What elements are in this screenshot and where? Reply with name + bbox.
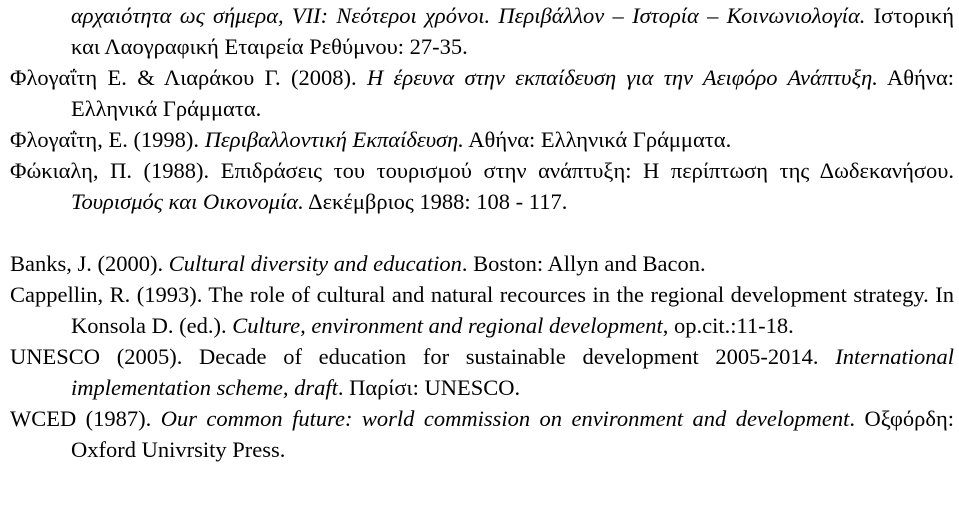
reference-italic-part: αρχαιότητα ως σήμερα, VII: Νεότεροι χρόνοι. Περιβάλλον – Ιστορία – Κοινωνιολογία.: [71, 3, 866, 28]
reference-italic-part: Culture, environment and regional development: [232, 313, 663, 338]
reference-entry: [10, 341, 954, 403]
reference-plain-part: . Boston: Allyn and Bacon.: [461, 251, 706, 276]
reference-entry: [10, 155, 954, 217]
reference-entry: [10, 279, 954, 341]
reference-plain-part: Φλογαΐτη Ε. & Λιαράκου Γ. (2008).: [10, 65, 367, 90]
reference-plain-part: Cappellin, R. (1993). The role of cultural and natural recources in the regional development strategy. In Konsola D. (ed.).: [10, 282, 954, 338]
reference-entry: [10, 62, 954, 124]
reference-plain-part: Ιστορική και Λαογραφική Εταιρεία Ρεθύμνου: 27-35.: [71, 3, 954, 59]
reference-plain-part: . Παρίσι: UNESCO.: [337, 375, 521, 400]
reference-entry: [10, 124, 954, 155]
reference-plain-part: Αθήνα: Ελληνικά Γράμματα.: [71, 65, 954, 121]
reference-italic-part: Η έρευνα στην εκπαίδευση για την Αειφόρο Ανάπτυξη.: [366, 65, 878, 90]
reference-plain-part: Banks, J. (2000).: [10, 251, 169, 276]
reference-plain-part: Αθήνα: Ελληνικά Γράμματα.: [463, 127, 732, 152]
reference-italic-part: Περιβαλλοντική Εκπαίδευση.: [204, 127, 464, 152]
reference-entry: [10, 0, 954, 62]
reference-page: [10, 0, 954, 465]
reference-plain-part: . Οξφόρδη: Oxford Univrsity Press.: [71, 406, 954, 462]
reference-plain-part: WCED (1987).: [10, 406, 161, 431]
reference-italic-part: Our common future: world commission on environment and development: [160, 406, 850, 431]
reference-plain-part: Δεκέμβριος 1988: 108 - 117.: [303, 189, 568, 214]
reference-plain-part: , op.cit.:11-18.: [662, 313, 794, 338]
reference-italic-part: Cultural diversity and education: [168, 251, 462, 276]
reference-entry: [10, 403, 954, 465]
reference-plain-part: Φώκιαλη, Π. (1988). Επιδράσεις του τουρισμού στην ανάπτυξη: Η περίπτωση της Δωδεκανήσου.: [10, 158, 954, 183]
reference-italic-part: Τουρισμός και Οικονομία.: [71, 189, 304, 214]
section-spacer: [10, 217, 954, 248]
reference-plain-part: Φλογαΐτη, Ε. (1998).: [10, 127, 205, 152]
reference-plain-part: UNESCO (2005). Decade of education for sustainable development 2005-2014.: [10, 344, 836, 369]
reference-italic-part: International implementation scheme, draft: [71, 344, 954, 400]
reference-entry: [10, 248, 954, 279]
